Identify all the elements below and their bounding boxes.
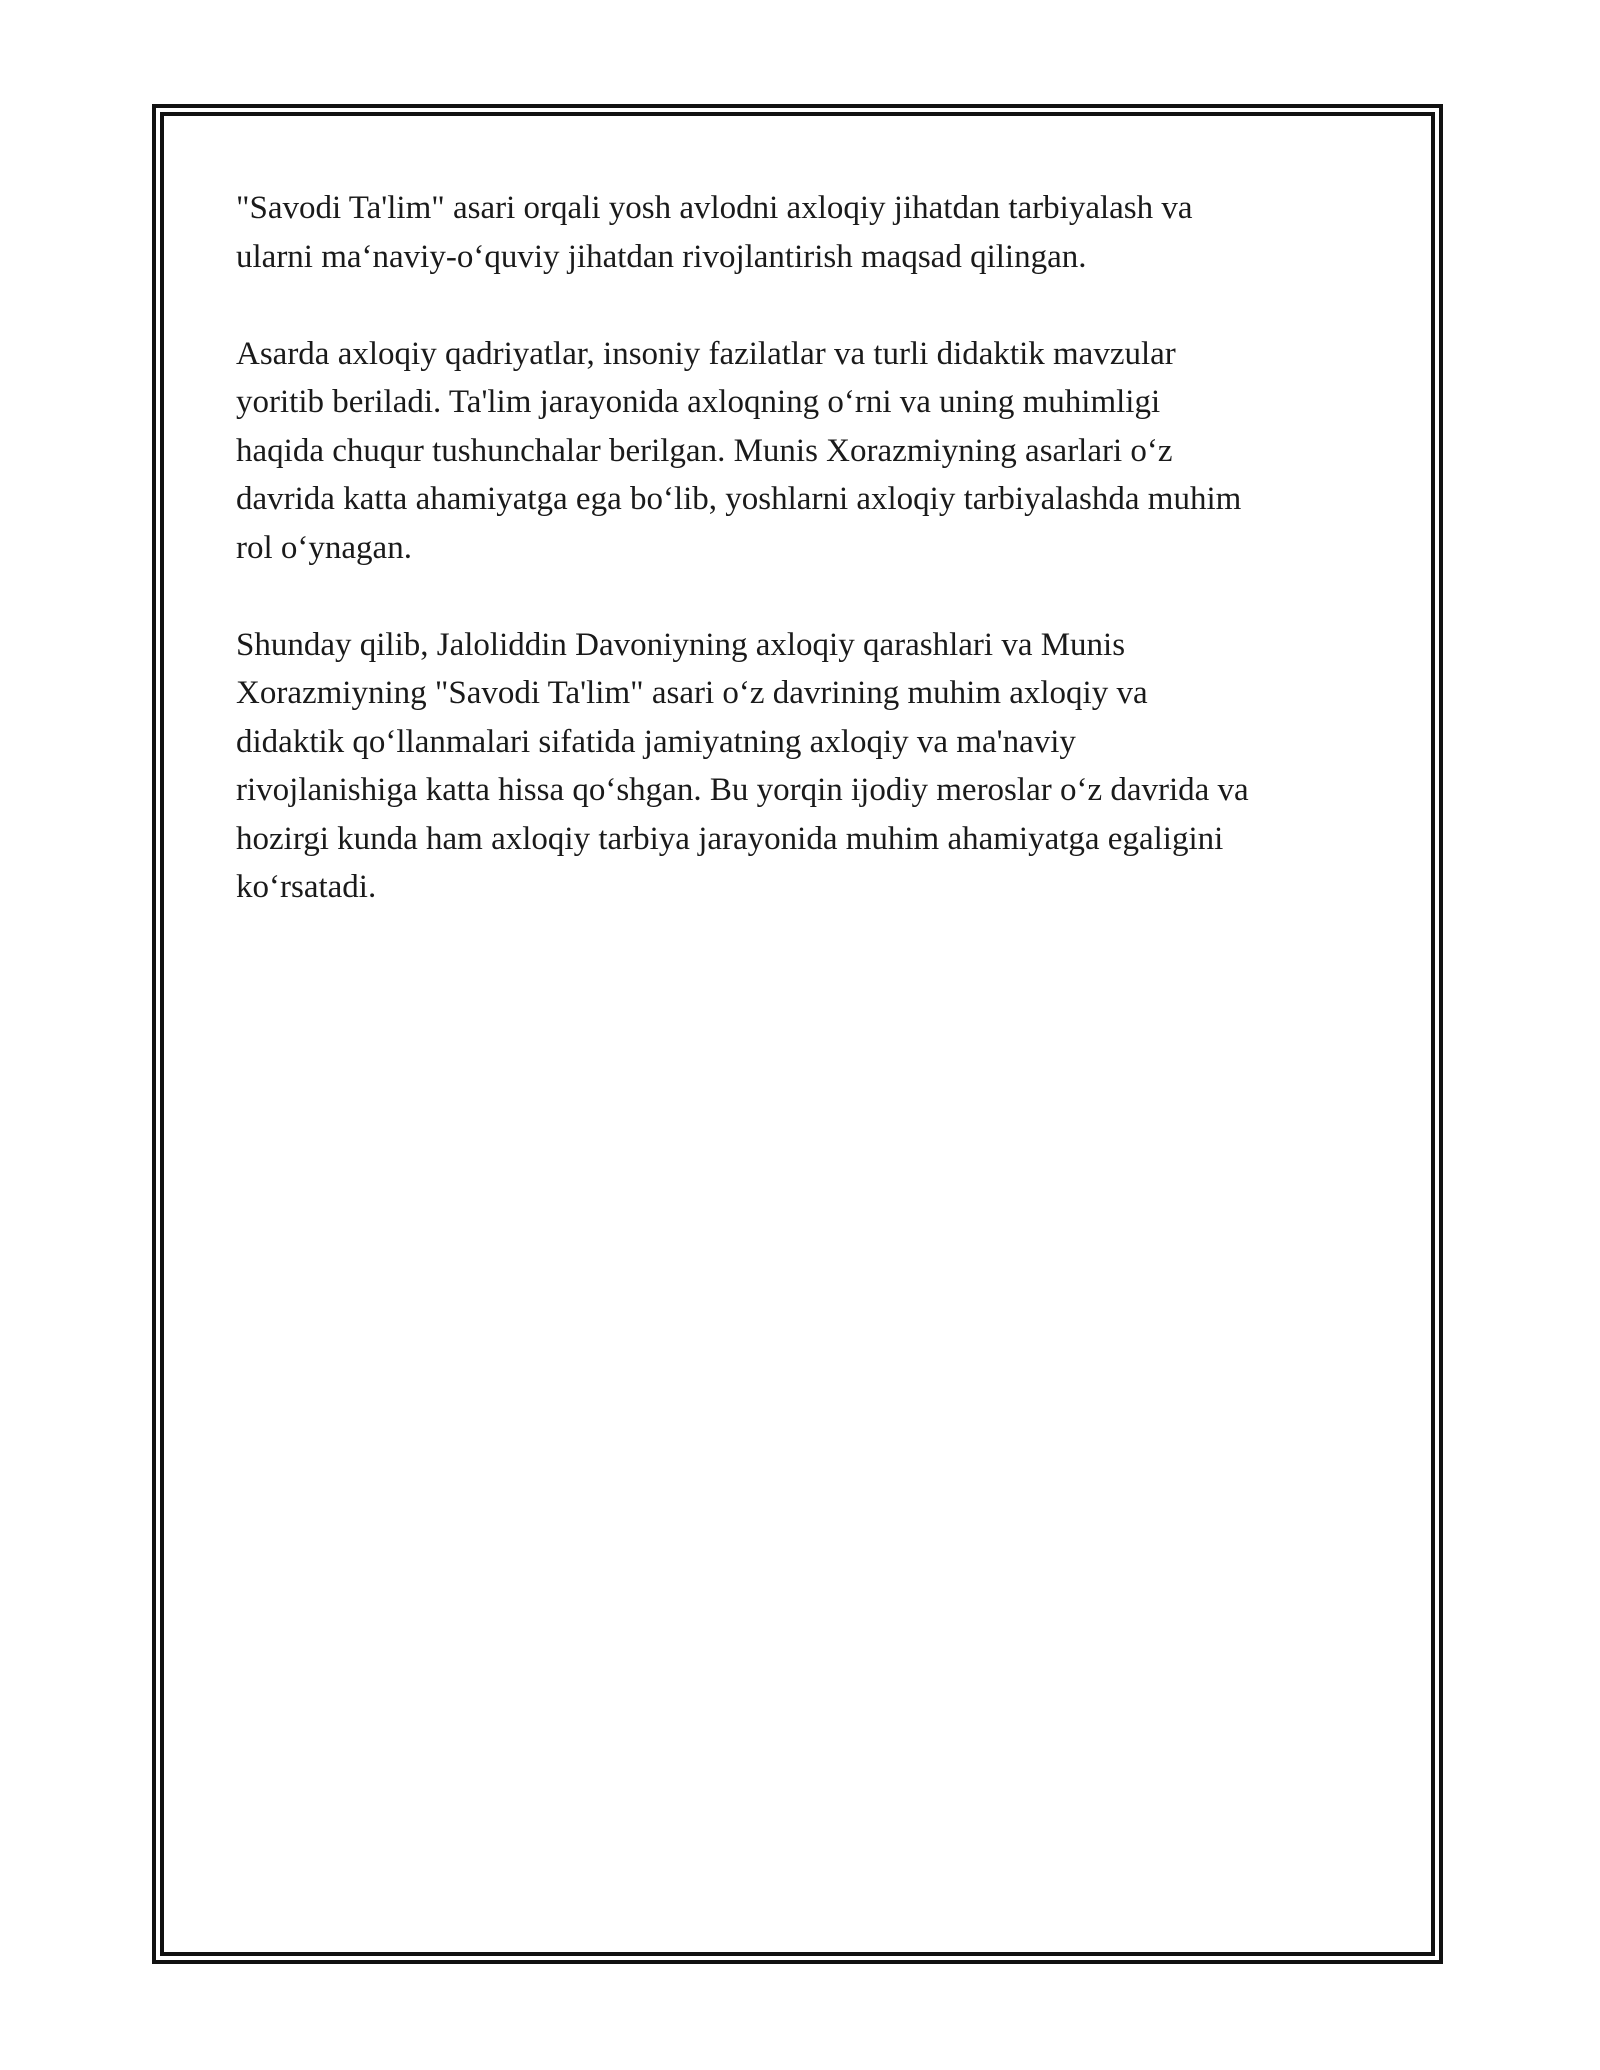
line: Xorazmiyning "Savodi Ta'lim" asari oʻz davrining muhim axloqiy va bbox=[236, 675, 1148, 711]
paragraph-1 bbox=[236, 184, 1366, 281]
line: ularni maʻnaviy-oʻquviy jihatdan rivojlantirish maqsad qilingan. bbox=[236, 238, 1087, 275]
line: rivojlanishiga katta hissa qoʻshgan. Bu yorqin ijodiy meroslar oʻz davrida va bbox=[236, 772, 1249, 808]
line: davrida katta ahamiyatga ega boʻlib, yoshlarni axloqiy tarbiyalashda muhim bbox=[236, 481, 1242, 517]
line: koʻrsatadi. bbox=[236, 869, 377, 905]
line: yoritib beriladi. Ta'lim jarayonida axloqning oʻrni va uning muhimligi bbox=[236, 384, 1161, 420]
line: haqida chuqur tushunchalar berilgan. Munis Xorazmiyning asarlari oʻz bbox=[236, 432, 1173, 469]
paragraph-3 bbox=[236, 621, 1366, 912]
line: didaktik qoʻllanmalari sifatida jamiyatning axloqiy va ma'naviy bbox=[236, 723, 1076, 760]
line: hozirgi kunda ham axloqiy tarbiya jarayonida muhim ahamiyatga egaligini bbox=[236, 820, 1224, 857]
line: rol oʻynagan. bbox=[236, 529, 412, 566]
line: Asarda axloqiy qadriyatlar, insoniy fazilatlar va turli didaktik mavzular bbox=[236, 335, 1176, 372]
line: "Savodi Ta'lim" asari orqali yosh avlodni axloqiy jihatdan tarbiyalash va bbox=[236, 190, 1193, 226]
paragraph-2 bbox=[236, 330, 1366, 573]
line: Shunday qilib, Jaloliddin Davoniyning axloqiy qarashlari va Munis bbox=[236, 626, 1126, 663]
document-body bbox=[236, 184, 1366, 960]
